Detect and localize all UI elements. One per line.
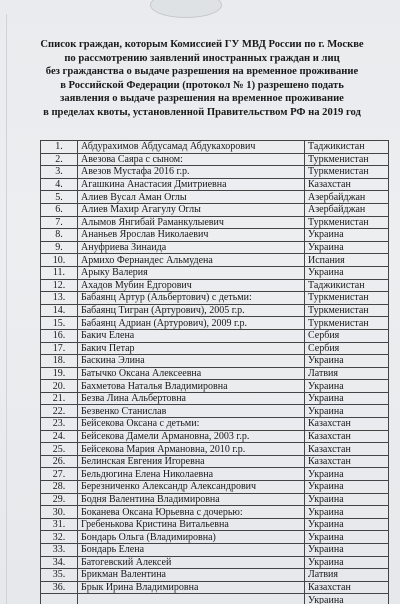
heading-line: в Российской Федерации (протокол № 1) разрешено подать	[60, 79, 344, 91]
person-name: Бодня Валентина Владимировна	[78, 493, 305, 506]
country-name: Украина	[305, 506, 389, 519]
country-name: Казахстан	[305, 418, 389, 431]
country-name: Таджикистан	[305, 279, 389, 292]
country-name: Украина	[305, 355, 389, 368]
row-number: 10.	[41, 254, 78, 267]
person-name: Бабаянц Адриан (Артурович), 2009 г.р.	[78, 317, 305, 330]
country-name: Сербия	[305, 342, 389, 355]
row-number: 31.	[41, 518, 78, 531]
country-name: Казахстан	[305, 581, 389, 594]
heading-line: заявления о выдаче разрешения на временное проживание	[60, 93, 344, 105]
person-name: Бондарь Ольга (Владимировна)	[78, 531, 305, 544]
table-row	[41, 141, 389, 154]
roster-table	[40, 140, 389, 604]
person-name: Гребенькова Кристина Витальевна	[78, 518, 305, 531]
table-row	[41, 304, 389, 317]
row-number: 19.	[41, 367, 78, 380]
table-row	[41, 229, 389, 242]
table-row	[41, 518, 389, 531]
country-name: Украина	[305, 380, 389, 393]
table-row	[41, 216, 389, 229]
country-name: Украина	[305, 241, 389, 254]
person-name: Бабаянц Тигран (Артурович), 2005 г.р.	[78, 304, 305, 317]
country-name: Туркменистан	[305, 216, 389, 229]
person-name	[78, 594, 305, 604]
country-name: Туркменистан	[305, 153, 389, 166]
row-number: 32.	[41, 531, 78, 544]
person-name: Бейсекова Мария Армановна, 2010 г.р.	[78, 443, 305, 456]
country-name: Украина	[305, 518, 389, 531]
table-row	[41, 153, 389, 166]
person-name: Бельдюгина Елена Николаевна	[78, 468, 305, 481]
row-number: 23.	[41, 418, 78, 431]
country-name: Казахстан	[305, 430, 389, 443]
table-row	[41, 380, 389, 393]
table-row	[41, 342, 389, 355]
country-name: Украина	[305, 481, 389, 494]
country-name: Украина	[305, 594, 389, 604]
country-name: Украина	[305, 531, 389, 544]
roster-body	[41, 141, 389, 604]
table-row	[41, 254, 389, 267]
country-name: Украина	[305, 556, 389, 569]
row-number: 11.	[41, 266, 78, 279]
row-number: 22.	[41, 405, 78, 418]
table-row	[41, 241, 389, 254]
person-name: Авезова Саяра с сыном:	[78, 153, 305, 166]
person-name: Брык Ирина Владимировна	[78, 581, 305, 594]
person-name: Ахадов Мубин Ёдгорович	[78, 279, 305, 292]
row-number: 1.	[41, 141, 78, 154]
person-name: Алиев Махир Агагулу Оглы	[78, 203, 305, 216]
table-row	[41, 430, 389, 443]
country-name: Испания	[305, 254, 389, 267]
heading-line: в пределах квоты, установленной Правительством РФ на 2019 год	[43, 106, 361, 118]
table-row	[41, 392, 389, 405]
table-row	[41, 418, 389, 431]
row-number: 20.	[41, 380, 78, 393]
row-number: 6.	[41, 203, 78, 216]
row-number: 18.	[41, 355, 78, 368]
person-name: Бейсекова Дамели Армановна, 2003 г.р.	[78, 430, 305, 443]
heading-line: по рассмотрению заявлений иностранных граждан и лиц	[64, 52, 340, 64]
person-name: Бакич Петар	[78, 342, 305, 355]
person-name: Авезов Мустафа 2016 г.р.	[78, 166, 305, 179]
table-row	[41, 355, 389, 368]
country-name: Латвия	[305, 367, 389, 380]
row-number: 5.	[41, 191, 78, 204]
person-name: Ануфриева Зинаида	[78, 241, 305, 254]
row-number: 34.	[41, 556, 78, 569]
table-row	[41, 544, 389, 557]
row-number: 8.	[41, 229, 78, 242]
table-row	[41, 556, 389, 569]
table-row	[41, 266, 389, 279]
person-name: Бабаянц Артур (Альбертович) с детьми:	[78, 292, 305, 305]
country-name: Казахстан	[305, 178, 389, 191]
person-name: Боканева Оксана Юрьевна с дочерью:	[78, 506, 305, 519]
heading-line: Список граждан, которым Комиссией ГУ МВД России по г. Москве	[40, 39, 364, 50]
country-name: Украина	[305, 392, 389, 405]
person-name: Бакич Елена	[78, 329, 305, 342]
sleeve-edge	[6, 14, 7, 604]
row-number: 7.	[41, 216, 78, 229]
person-name: Баскина Элина	[78, 355, 305, 368]
table-row	[41, 166, 389, 179]
table-row	[41, 203, 389, 216]
person-name: Бондарь Елена	[78, 544, 305, 557]
country-name: Казахстан	[305, 443, 389, 456]
row-number: 25.	[41, 443, 78, 456]
person-name: Безва Лина Альбертовна	[78, 392, 305, 405]
row-number: 13.	[41, 292, 78, 305]
table-row	[41, 481, 389, 494]
person-name: Брикман Валентина	[78, 569, 305, 582]
country-name: Украина	[305, 405, 389, 418]
table-row	[41, 493, 389, 506]
person-name: Батычко Оксана Алексеевна	[78, 367, 305, 380]
table-row	[41, 506, 389, 519]
table-row	[41, 367, 389, 380]
country-name: Азербайджан	[305, 191, 389, 204]
table-row	[41, 531, 389, 544]
table-row	[41, 455, 389, 468]
country-name: Туркменистан	[305, 166, 389, 179]
country-name: Украина	[305, 266, 389, 279]
person-name: Бахметова Наталья Владимировна	[78, 380, 305, 393]
person-name: Ананьев Ярослав Николаевич	[78, 229, 305, 242]
row-number: 27.	[41, 468, 78, 481]
row-number: 30.	[41, 506, 78, 519]
notice-heading	[16, 38, 388, 120]
person-name: Алымов Янгибай Раманкулыевич	[78, 216, 305, 229]
country-name: Украина	[305, 468, 389, 481]
row-number: 2.	[41, 153, 78, 166]
row-number: 17.	[41, 342, 78, 355]
table-row	[41, 468, 389, 481]
country-name: Украина	[305, 493, 389, 506]
country-name: Украина	[305, 229, 389, 242]
row-number: 14.	[41, 304, 78, 317]
person-name: Алиев Вусал Аман Оглы	[78, 191, 305, 204]
row-number: 3.	[41, 166, 78, 179]
country-name: Сербия	[305, 329, 389, 342]
row-number: 29.	[41, 493, 78, 506]
person-name: Березниченко Александр Александрович	[78, 481, 305, 494]
country-name: Латвия	[305, 569, 389, 582]
person-name: Бейсекова Оксана с детьми:	[78, 418, 305, 431]
person-name: Абдурахимов Абдусамад Абдукахорович	[78, 141, 305, 154]
row-number: 33.	[41, 544, 78, 557]
row-number: 26.	[41, 455, 78, 468]
row-number	[41, 594, 78, 604]
row-number: 9.	[41, 241, 78, 254]
table-row	[41, 317, 389, 330]
row-number: 36.	[41, 581, 78, 594]
table-row	[41, 443, 389, 456]
row-number: 35.	[41, 569, 78, 582]
heading-line: без гражданства о выдаче разрешения на временное проживание	[45, 66, 359, 78]
table-row	[41, 581, 389, 594]
row-number: 28.	[41, 481, 78, 494]
country-name: Таджикистан	[305, 141, 389, 154]
person-name: Арыку Валерия	[78, 266, 305, 279]
person-name: Белинская Евгения Игоревна	[78, 455, 305, 468]
row-number: 16.	[41, 329, 78, 342]
country-name: Туркменистан	[305, 317, 389, 330]
country-name: Казахстан	[305, 455, 389, 468]
row-number: 24.	[41, 430, 78, 443]
table-row	[41, 329, 389, 342]
country-name: Туркменистан	[305, 304, 389, 317]
table-row	[41, 405, 389, 418]
row-number: 15.	[41, 317, 78, 330]
person-name: Армихо Фернандес Альмудена	[78, 254, 305, 267]
table-row	[41, 279, 389, 292]
table-row	[41, 178, 389, 191]
country-name: Украина	[305, 544, 389, 557]
person-name: Безвенко Станислав	[78, 405, 305, 418]
country-name: Туркменистан	[305, 292, 389, 305]
table-row	[41, 569, 389, 582]
table-row	[41, 292, 389, 305]
table-row	[41, 191, 389, 204]
row-number: 4.	[41, 178, 78, 191]
country-name: Азербайджан	[305, 203, 389, 216]
table-row	[41, 594, 389, 604]
row-number: 12.	[41, 279, 78, 292]
person-name: Агашкина Анастасия Дмитриевна	[78, 178, 305, 191]
sleeve-tab	[150, 0, 222, 18]
person-name: Батогевский Алексей	[78, 556, 305, 569]
row-number: 21.	[41, 392, 78, 405]
